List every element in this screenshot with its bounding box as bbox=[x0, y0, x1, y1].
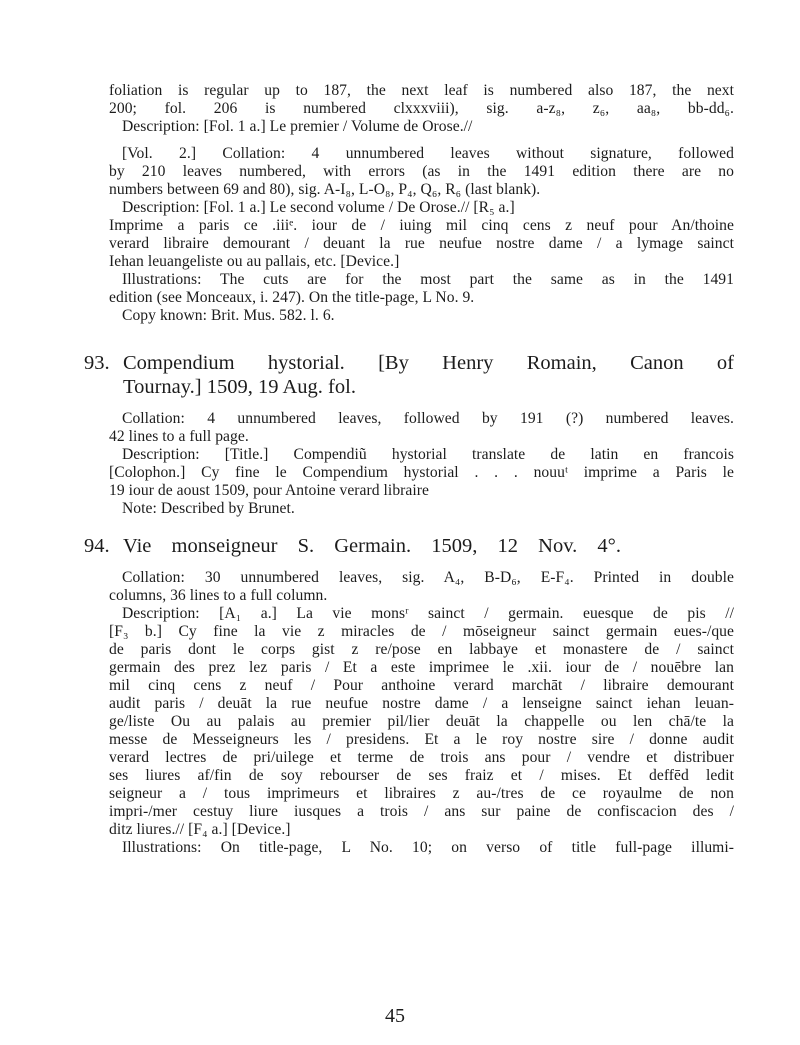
text-line: edition (see Monceaux, i. 247). On the title-page, L No. 9. bbox=[109, 289, 475, 306]
text-line: Description: [Title.] Compendiũ hystorial translate de latin en francois bbox=[122, 446, 734, 463]
text-line: ses liures af/fin de soy rebourser de ses fraiz et / mises. Et deffēd ledit bbox=[109, 767, 734, 784]
text-line: de paris dont le corps gist z re/pose en labbaye et monastere de / sainct bbox=[109, 641, 734, 658]
text-line: [Colophon.] Cy fine le Compendium hystorial . . . nouuᵗ imprime a Paris le bbox=[109, 464, 734, 481]
text-line: Iehan leuangeliste ou au pallais, etc. [Device.] bbox=[109, 253, 400, 270]
entry-number: 93. bbox=[84, 352, 110, 374]
text-line: foliation is regular up to 187, the next leaf is numbered also 187, the next bbox=[109, 82, 734, 99]
entry-heading-continued: Tournay.] 1509, 19 Aug. fol. bbox=[123, 376, 356, 398]
text-line: verard libraire demourant / deuant la rue neufue nostre dame / a lymage sainct bbox=[109, 235, 734, 252]
text-line: 19 iour de aoust 1509, pour Antoine verard libraire bbox=[109, 482, 429, 499]
text-line: Illustrations: The cuts are for the most part the same as in the 1491 bbox=[122, 271, 734, 288]
entry-heading: Compendium hystorial. [By Henry Romain, Canon of bbox=[123, 352, 734, 374]
text-line: Description: [Fol. 1 a.] Le second volume / De Orose.// [R₅ a.] bbox=[122, 199, 515, 216]
text-line: messe de Messeigneurs les / presidens. Et a le roy nostre sire / donne audit bbox=[109, 731, 734, 748]
text-line: columns, 36 lines to a full column. bbox=[109, 587, 328, 604]
text-line: [F₃ b.] Cy fine la vie z miracles de / mōseigneur sainct germain eues-/que bbox=[109, 623, 734, 640]
text-line: Collation: 30 unnumbered leaves, sig. A₄, B-D₆, E-F₄. Printed in double bbox=[122, 569, 734, 586]
text-line: germain des prez lez paris / Et a este imprimee le .xii. iour de / nouēbre lan bbox=[109, 659, 734, 676]
text-line: Note: Described by Brunet. bbox=[122, 500, 295, 517]
page-number: 45 bbox=[385, 1005, 405, 1027]
text-line: ge/liste Ou au palais au premier pil/lier deuāt la chappelle ou len chā/te la bbox=[109, 713, 734, 730]
text-line: audit paris / deuāt la rue neufue nostre dame / a lenseigne sainct iehan leuan- bbox=[109, 695, 734, 712]
text-line: Description: [Fol. 1 a.] Le premier / Volume de Orose.// bbox=[122, 118, 473, 135]
entry-heading: Vie monseigneur S. Germain. 1509, 12 Nov. 4°. bbox=[123, 535, 621, 557]
text-line: Collation: 4 unnumbered leaves, followed by 191 (?) numbered leaves. bbox=[122, 410, 734, 427]
text-line: Imprime a paris ce .iiiᵉ. iour de / iuing mil cinq cens z neuf pour An/thoine bbox=[109, 217, 734, 234]
text-line: Copy known: Brit. Mus. 582. l. 6. bbox=[122, 307, 335, 324]
text-line: by 210 leaves numbered, with errors (as in the 1491 edition there are no bbox=[109, 163, 734, 180]
text-line: Illustrations: On title-page, L No. 10; on verso of title full-page illumi- bbox=[122, 839, 734, 856]
entry-number: 94. bbox=[84, 535, 110, 557]
text-line: [Vol. 2.] Collation: 4 unnumbered leaves without signature, followed bbox=[122, 145, 734, 162]
text-line: verard lectres de pri/uilege et terme de trois ans pour / vendre et distribuer bbox=[109, 749, 734, 766]
text-line: numbers between 69 and 80), sig. A-I₈, L-O₈, P₄, Q₆, R₆ (last blank). bbox=[109, 181, 541, 198]
text-line: mil cinq cens z neuf / Pour anthoine verard marchāt / libraire demourant bbox=[109, 677, 734, 694]
text-line: ditz liures.// [F₄ a.] [Device.] bbox=[109, 821, 291, 838]
text-line: 42 lines to a full page. bbox=[109, 428, 249, 445]
text-line: impri-/mer cestuy liure iusques a trois / ans sur paine de confiscacion des / bbox=[109, 803, 734, 820]
text-line: Description: [A₁ a.] La vie monsʳ sainct / germain. euesque de pis // bbox=[122, 605, 734, 622]
text-line: seigneur a / tous imprimeurs et libraires z au-/tres de ce royaulme de non bbox=[109, 785, 734, 802]
text-line: 200; fol. 206 is numbered clxxxviii), sig. a-z₈, z₆, aa₈, bb-dd₆. bbox=[109, 100, 734, 117]
